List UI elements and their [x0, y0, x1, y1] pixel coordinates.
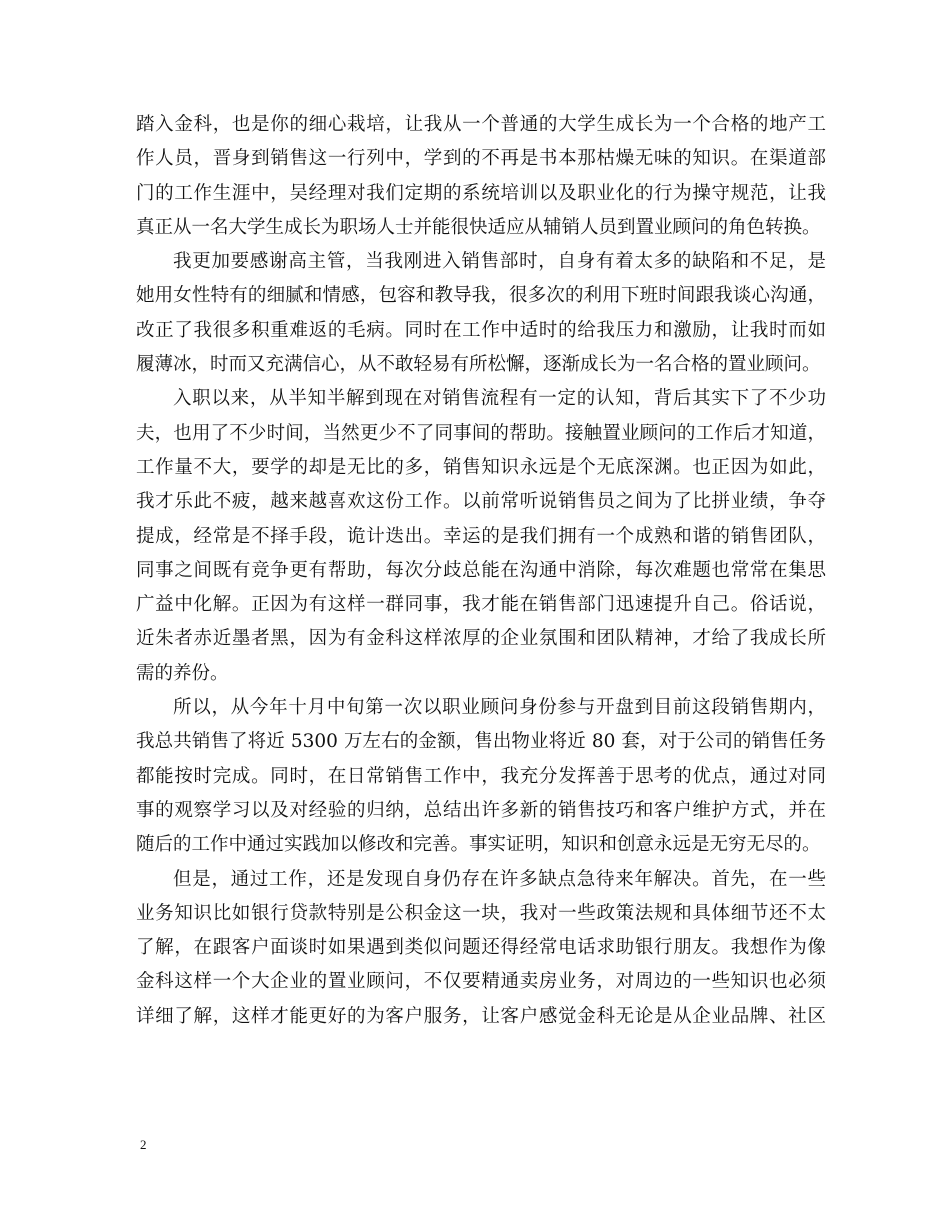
paragraph-3-line-7: 广益中化解。正因为有这样一群同事，我才能在销售部门迅速提升自己。俗话说，	[136, 594, 826, 616]
paragraph-5-line-1: 但是，通过工作，还是发现自身仍存在许多缺点急待来年解决。首先，在一些	[173, 868, 826, 890]
paragraph-3-line-3: 工作量不大，要学的却是无比的多，销售知识永远是个无底深渊。也正因为如此，	[136, 456, 826, 478]
paragraph-5-line-5: 详细了解，这样才能更好的为客户服务，让客户感觉金科无论是从企业品牌、社区	[136, 1005, 826, 1027]
paragraph-4-line-4: 事的观察学习以及对经验的归纳，总结出许多新的销售技巧和客户维护方式，并在	[136, 799, 826, 821]
document-body	[136, 108, 826, 1034]
paragraph-5-line-3: 了解，在跟客户面谈时如果遇到类似问题还得经常电话求助银行朋友。我想作为像	[136, 937, 826, 959]
paragraph-3-line-9: 需的养份。	[136, 662, 229, 684]
page-number: 2	[140, 1137, 147, 1152]
paragraph-3-line-6: 同事之间既有竞争更有帮助，每次分歧总能在沟通中消除，每次难题也常常在集思	[136, 559, 826, 581]
paragraph-1-line-2: 作人员，晋身到销售这一行列中，学到的不再是书本那枯燥无味的知识。在渠道部	[136, 148, 826, 170]
paragraph-2-line-4: 履薄冰，时而又充满信心，从不敢轻易有所松懈，逐渐成长为一名合格的置业顾问。	[136, 354, 821, 376]
paragraph-1-line-1: 踏入金科，也是你的细心栽培，让我从一个普通的大学生成长为一个合格的地产工	[136, 114, 826, 135]
paragraph-2-line-1: 我更加要感谢高主管，当我刚进入销售部时，自身有着太多的缺陷和不足，是	[173, 251, 826, 273]
paragraph-4-line-1: 所以，从今年十月中旬第一次以职业顾问身份参与开盘到目前这段销售期内，	[173, 697, 826, 719]
paragraph-5-line-2: 业务知识比如银行贷款特别是公积金这一块，我对一些政策法规和具体细节还不太	[136, 902, 826, 924]
paragraph-2-line-2: 她用女性特有的细腻和情感，包容和教导我，很多次的利用下班时间跟我谈心沟通，	[136, 285, 826, 307]
paragraph-3-line-1: 入职以来，从半知半解到现在对销售流程有一定的认知，背后其实下了不少功	[173, 388, 826, 410]
paragraph-1-line-3: 门的工作生涯中，吴经理对我们定期的系统培训以及职业化的行为操守规范，让我	[136, 182, 826, 204]
paragraph-1-line-4: 真正从一名大学生成长为职场人士并能很快适应从辅销人员到置业顾问的角色转换。	[136, 216, 821, 238]
paragraph-4-line-2: 我总共销售了将近 5300 万左右的金额，售出物业将近 80 套，对于公司的销售任务	[136, 731, 826, 753]
paragraph-3-line-4: 我才乐此不疲，越来越喜欢这份工作。以前常听说销售员之间为了比拼业绩，争夺	[136, 491, 826, 513]
paragraph-5-line-4: 金科这样一个大企业的置业顾问，不仅要精通卖房业务，对周边的一些知识也必须	[136, 971, 826, 993]
paragraph-3-line-5: 提成，经常是不择手段，诡计迭出。幸运的是我们拥有一个成熟和谐的销售团队，	[136, 525, 826, 547]
paragraph-4-line-5: 随后的工作中通过实践加以修改和完善。事实证明，知识和创意永远是无穷无尽的。	[136, 834, 821, 856]
paragraph-2-line-3: 改正了我很多积重难返的毛病。同时在工作中适时的给我压力和激励，让我时而如	[136, 319, 826, 341]
paragraph-4-line-3: 都能按时完成。同时，在日常销售工作中，我充分发挥善于思考的优点，通过对同	[136, 765, 826, 787]
paragraph-3-line-8: 近朱者赤近墨者黑，因为有金科这样浓厚的企业氛围和团队精神，才给了我成长所	[136, 628, 826, 650]
paragraph-3-line-2: 夫，也用了不少时间，当然更少不了同事间的帮助。接触置业顾问的工作后才知道，	[136, 422, 826, 444]
